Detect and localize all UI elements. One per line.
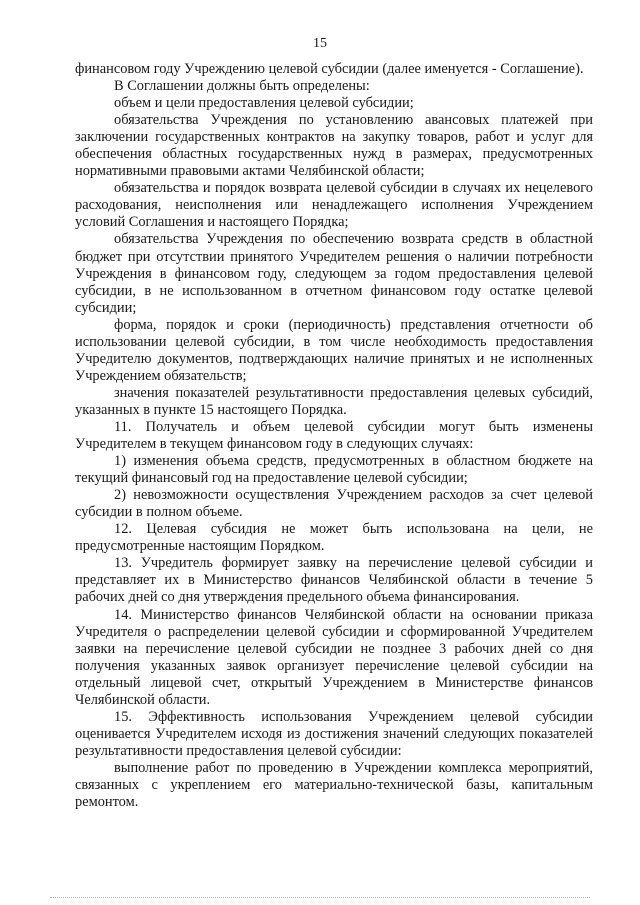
paragraph-volume-and-goals: объем и цели предоставления целевой субсидии; [114, 95, 414, 112]
document-body [75, 61, 593, 811]
paragraph-reporting: форма, порядок и сроки (периодичность) представления отчетности об использовании целевой субсидии, в том числе необходимость предоставления Учредителю документов, подтверждающих наличие принятых и не исполненных Учреждением обязательств; [75, 316, 593, 384]
paragraph-item-13: 13. Учредитель формирует заявку на перечисление целевой субсидии и представляет их в Министерство финансов Челябинской области в течение 5 рабочих дней со дня утверждения предельного объема финансирования. [75, 555, 593, 606]
page-number: 15 [313, 36, 327, 51]
paragraph-item-15-indicator: выполнение работ по проведению в Учреждении комплекса мероприятий, связанных с укреплением его материально-технической базы, капитальным ремонтом. [75, 759, 593, 811]
paragraph-item-14: 14. Министерство финансов Челябинской области на основании приказа Учредителя о распределении целевой субсидии и сформированной Учредителем заявки на перечисление целевой субсидии не позднее 3 рабочих дней со дня получения указанных заявок организует перечисление целевой субсидии на отдельный лицевой счет, открытый Учреждением в Министерстве финансов Челябинской области. [75, 606, 593, 708]
paragraph-budget-return: обязательства Учреждения по обеспечению возврата средств в областной бюджет при отсутствии принятого Учредителем решения о наличии потребности Учреждения в финансовом году, следующем за годом предоставления целевой субсидии, в не использованном в отчетном финансовом году остатке целевой субсидии; [75, 231, 593, 316]
paragraph-refund-obligations: обязательства и порядок возврата целевой субсидии в случаях их нецелевого расходования, неисполнения или ненадлежащего исполнения Учреждением условий Соглашения и настоящего Порядка; [75, 180, 593, 231]
paragraph-item-12: 12. Целевая субсидия не может быть использована на цели, не предусмотренные настоящим Порядком. [75, 521, 593, 555]
paragraph-item-11-case-2: 2) невозможности осуществления Учреждением расходов за счет целевой субсидии в полном объеме. [75, 487, 593, 521]
paragraph-item-11-case-1: 1) изменения объема средств, предусмотренных в областном бюджете на текущий финансовый год на предоставление целевой субсидии; [75, 453, 593, 487]
paragraph-continuation: финансовом году Учреждению целевой субсидии (далее именуется - Соглашение). [75, 61, 584, 77]
page-bottom-divider [50, 897, 590, 898]
paragraph-item-15: 15. Эффективность использования Учреждением целевой субсидии оценивается Учредителем исходя из достижения значений следующих показателей результативности предоставления целевой субсидии: [75, 708, 593, 759]
paragraph-advance-payments: обязательства Учреждения по установлению авансовых платежей при заключении государственных контрактов на закупку товаров, работ и услуг для обеспечения областных государственных нужд в размерах, предусмотренных нормативными правовыми актами Челябинской области; [75, 112, 593, 180]
paragraph-item-11: 11. Получатель и объем целевой субсидии могут быть изменены Учредителем в текущем финансовом году в следующих случаях: [75, 418, 593, 453]
paragraph-performance-indicators: значения показателей результативности предоставления целевых субсидий, указанных в пункте 15 настоящего Порядка. [75, 384, 593, 418]
paragraph-agreement-intro: В Соглашении должны быть определены: [114, 78, 370, 95]
